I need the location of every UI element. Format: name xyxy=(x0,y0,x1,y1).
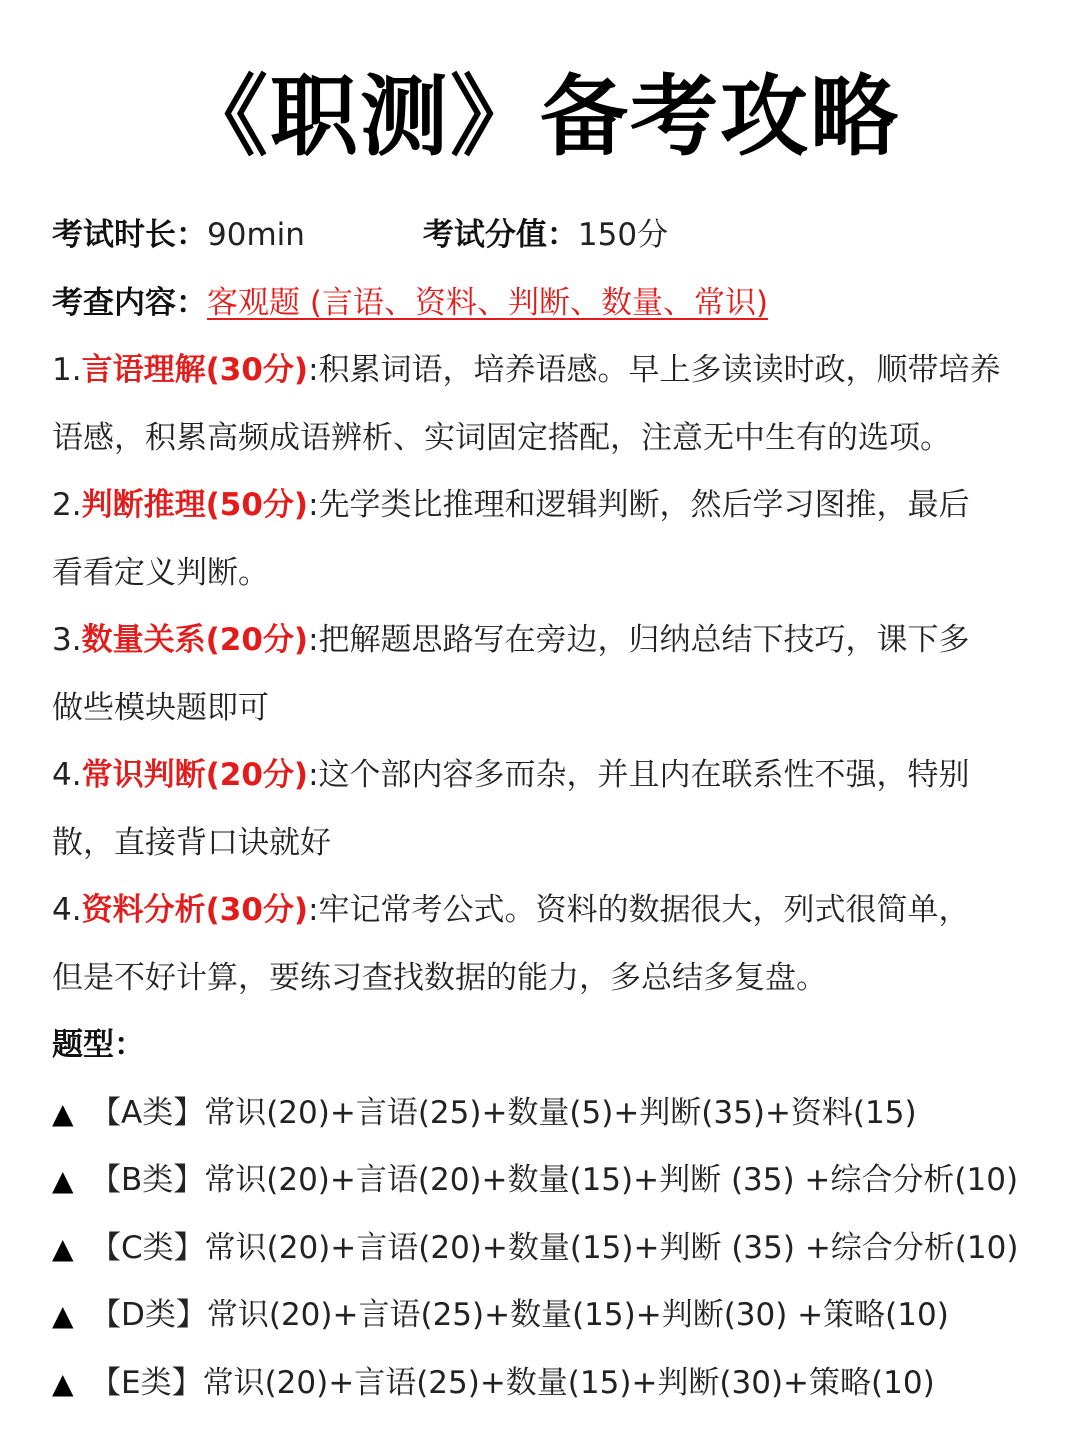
type-text: 【B类】常识(20)+言语(20)+数量(15)+判断 (35) +综合分析(10) xyxy=(90,1162,1019,1198)
section-number: 4. xyxy=(52,892,82,928)
section-text: 但是不好计算，要练习查找数据的能力，多总结多复盘。 xyxy=(52,959,827,996)
type-text: 【E类】常识(20)+言语(25)+数量(15)+判断(30)+策略(10) xyxy=(90,1364,935,1401)
section-1-line-2 xyxy=(52,405,1042,473)
duration-value: 90min xyxy=(207,217,305,253)
types-heading xyxy=(52,1012,1042,1080)
triangle-icon: ▲ xyxy=(52,1366,74,1400)
section-5-line-1 xyxy=(52,877,1042,945)
section-number: 3. xyxy=(52,622,82,658)
section-name: 判断推理(50分) xyxy=(81,487,309,523)
section-text: :这个部内容多而杂，并且内在联系性不强，特别 xyxy=(308,757,970,793)
article-body xyxy=(52,202,1042,1417)
page-title: 《职测》备考攻略 xyxy=(179,65,900,168)
type-item-d xyxy=(52,1282,1042,1350)
section-2-line-2 xyxy=(52,540,1042,608)
triangle-icon: ▲ xyxy=(52,1231,74,1265)
section-text: :先学类比推理和逻辑判断，然后学习图推，最后 xyxy=(308,487,970,523)
section-4-line-1 xyxy=(52,742,1042,810)
section-text: 语感，积累高频成语辨析、实词固定搭配，注意无中生有的选项。 xyxy=(52,419,951,456)
section-number: 4. xyxy=(52,757,82,793)
meta-row-content xyxy=(52,270,1042,338)
triangle-icon: ▲ xyxy=(52,1096,74,1130)
section-text: :牢记常考公式。资料的数据很大，列式很简单， xyxy=(308,892,970,928)
score-value: 150分 xyxy=(577,217,669,253)
section-name: 常识判断(20分) xyxy=(81,757,309,793)
content-value-link[interactable]: 客观题 (言语、资料、判断、数量、常识) xyxy=(207,284,769,321)
section-3-line-2 xyxy=(52,675,1042,743)
type-item-a xyxy=(52,1080,1042,1148)
section-number: 2. xyxy=(52,487,82,523)
section-name: 数量关系(20分) xyxy=(81,622,309,658)
section-text: :积累词语，培养语感。早上多读读时政，顺带培养 xyxy=(308,352,1001,388)
type-item-e xyxy=(52,1350,1042,1418)
section-number: 1. xyxy=(52,352,82,388)
score-label: 考试分值： xyxy=(422,217,578,253)
type-item-c xyxy=(52,1215,1042,1283)
section-name: 资料分析(30分) xyxy=(81,892,309,928)
section-text: :把解题思路写在旁边，归纳总结下技巧，课下多 xyxy=(308,622,970,658)
type-item-b xyxy=(52,1147,1042,1215)
content-label: 考查内容： xyxy=(52,284,207,321)
section-text: 做些模块题即可 xyxy=(52,689,269,726)
triangle-icon: ▲ xyxy=(52,1164,74,1197)
types-label: 题型： xyxy=(52,1027,145,1063)
type-text: 【D类】常识(20)+言语(25)+数量(15)+判断(30) +策略(10) xyxy=(90,1297,949,1333)
section-3-line-1 xyxy=(52,607,1042,675)
section-2-line-1 xyxy=(52,472,1042,540)
meta-row-duration-score xyxy=(52,202,1042,270)
duration-label: 考试时长： xyxy=(52,217,207,253)
section-4-line-2 xyxy=(52,810,1042,878)
section-text: 散，直接背口诀就好 xyxy=(52,824,331,861)
section-1-line-1 xyxy=(52,337,1042,405)
section-text: 看看定义判断。 xyxy=(52,554,269,591)
type-text: 【A类】常识(20)+言语(25)+数量(5)+判断(35)+资料(15) xyxy=(90,1094,917,1131)
triangle-icon: ▲ xyxy=(52,1299,74,1332)
type-text: 【C类】常识(20)+言语(20)+数量(15)+判断 (35) +综合分析(10) xyxy=(90,1229,1019,1266)
section-5-line-2 xyxy=(52,945,1042,1013)
section-name: 言语理解(30分) xyxy=(81,352,309,388)
